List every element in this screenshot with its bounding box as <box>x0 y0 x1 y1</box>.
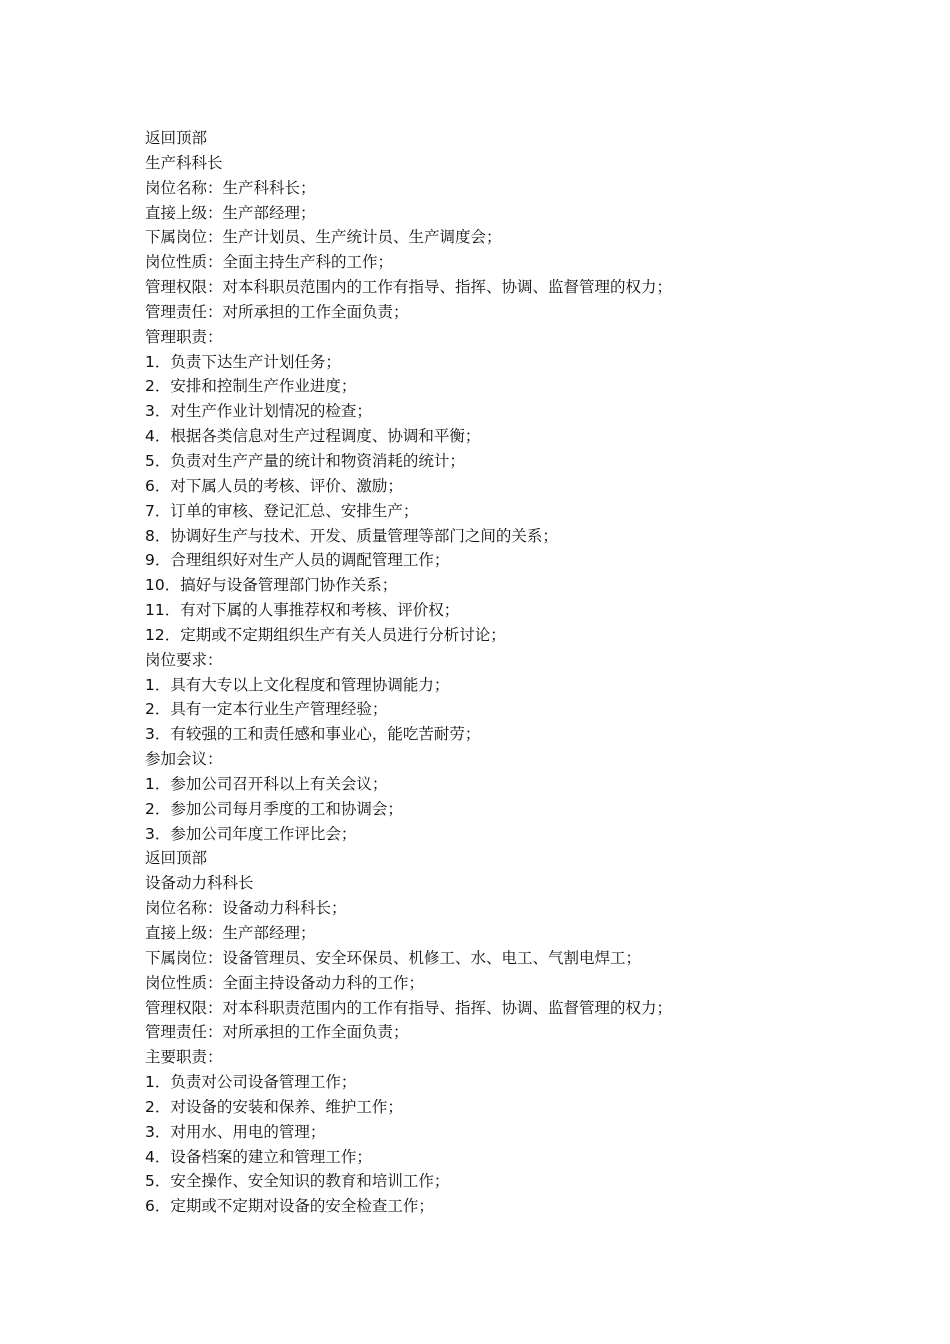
text-line: 管理权限：对本科职员范围内的工作有指导、指挥、协调、监督管理的权力； <box>145 278 673 297</box>
list-item: 3．对生产作业计划情况的检查； <box>145 402 372 421</box>
text-line: 岗位名称：生产科科长； <box>145 178 316 197</box>
list-item: 1．参加公司召开科以上有关会议； <box>145 774 388 793</box>
text-line: 管理权限：对本科职责范围内的工作有指导、指挥、协调、监督管理的权力； <box>145 998 673 1017</box>
list-item: 1．负责下达生产计划任务； <box>145 352 341 371</box>
list-item: 6．定期或不定期对设备的安全检查工作； <box>145 1197 434 1216</box>
text-line: 管理责任：对所承担的工作全面负责； <box>145 302 409 321</box>
text-line: 下属岗位：设备管理员、安全环保员、机修工、水、电工、气割电焊工； <box>145 948 642 967</box>
subsection-heading: 参加会议： <box>145 750 223 769</box>
list-item: 2．安排和控制生产作业进度； <box>145 377 357 396</box>
section-title-equipment-chief: 设备动力科科长 <box>145 874 254 893</box>
section-title-production-chief: 生产科科长 <box>145 153 223 172</box>
text-line: 下属岗位：生产计划员、生产统计员、生产调度会； <box>145 228 502 247</box>
text-line: 管理责任：对所承担的工作全面负责； <box>145 1023 409 1042</box>
list-item: 9．合理组织好对生产人员的调配管理工作； <box>145 551 450 570</box>
list-item: 5．安全操作、安全知识的教育和培训工作； <box>145 1172 450 1191</box>
text-line: 岗位性质：全面主持生产科的工作； <box>145 253 394 272</box>
back-to-top-link[interactable]: 返回顶部 <box>145 849 208 868</box>
list-item: 3．对用水、用电的管理； <box>145 1122 326 1141</box>
back-to-top-link[interactable]: 返回顶部 <box>145 129 208 147</box>
list-item: 10．搞好与设备管理部门协作关系； <box>145 576 398 595</box>
list-item: 2．参加公司每月季度的工和协调会； <box>145 799 403 818</box>
document-body <box>145 126 925 1219</box>
subsection-heading: 主要职责： <box>145 1048 223 1067</box>
list-item: 11．有对下属的人事推荐权和考核、评价权； <box>145 601 460 620</box>
text-line: 岗位名称：设备动力科科长； <box>145 899 347 918</box>
list-item: 5．负责对生产产量的统计和物资消耗的统计； <box>145 451 465 470</box>
list-item: 6．对下属人员的考核、评价、激励； <box>145 476 403 495</box>
list-item: 3．有较强的工和责任感和事业心，能吃苦耐劳； <box>145 725 481 744</box>
list-item: 4．根据各类信息对生产过程调度、协调和平衡； <box>145 427 481 446</box>
list-item: 4．设备档案的建立和管理工作； <box>145 1147 372 1166</box>
text-line: 直接上级：生产部经理； <box>145 203 316 222</box>
list-item: 2．对设备的安装和保养、维护工作； <box>145 1097 403 1116</box>
subsection-heading: 管理职责： <box>145 327 223 346</box>
list-item: 8．协调好生产与技术、开发、质量管理等部门之间的关系； <box>145 526 558 545</box>
text-line: 岗位性质：全面主持设备动力科的工作； <box>145 973 425 992</box>
list-item: 1．负责对公司设备管理工作； <box>145 1073 357 1092</box>
subsection-heading: 岗位要求： <box>145 650 223 669</box>
list-item: 7．订单的审核、登记汇总、安排生产； <box>145 501 419 520</box>
list-item: 2．具有一定本行业生产管理经验； <box>145 700 388 719</box>
list-item: 12．定期或不定期组织生产有关人员进行分析讨论； <box>145 625 506 644</box>
list-item: 3．参加公司年度工作评比会； <box>145 824 357 843</box>
list-item: 1．具有大专以上文化程度和管理协调能力； <box>145 675 450 694</box>
text-line: 直接上级：生产部经理； <box>145 924 316 942</box>
